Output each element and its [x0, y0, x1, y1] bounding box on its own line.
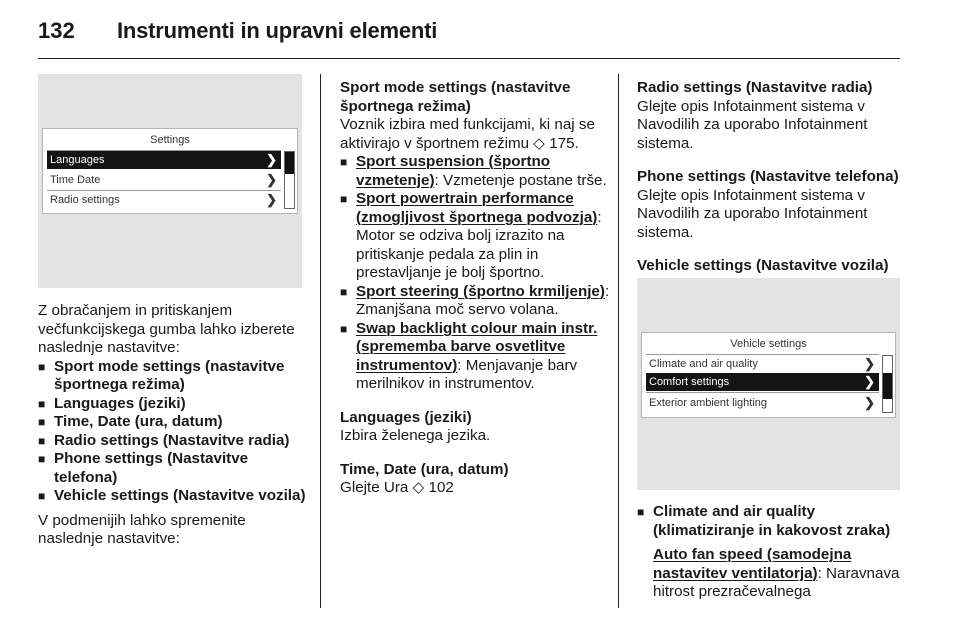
display-screen [641, 332, 896, 418]
chevron-right-icon: ❯ [864, 374, 875, 389]
description: : Vzmetenje postane trše. [434, 171, 607, 189]
term: Swap backlight colour main instr. (sprememba barve osvetlitve instrumentov) [356, 319, 598, 374]
list-item [340, 190, 612, 283]
list-item: ■ Time, Date (ura, datum) [38, 413, 312, 432]
menu-item-label: Radio settings [50, 194, 120, 206]
section-heading: Languages (jeziki) [340, 408, 472, 426]
chevron-right-icon: ❯ [864, 356, 875, 371]
header-rule [38, 58, 900, 59]
column-divider [618, 74, 619, 608]
scrollbar-thumb [285, 152, 294, 174]
chevron-right-icon: ❯ [864, 395, 875, 410]
menu-item-time-date [47, 171, 281, 189]
chevron-right-icon: ❯ [266, 172, 277, 187]
menu-item-exterior-lighting [646, 394, 879, 412]
arrow-ref-icon: ◇ [412, 479, 425, 496]
display-title: Vehicle settings [730, 338, 807, 350]
section-heading: Sport mode settings (nastavitve športnega režima) [340, 79, 571, 115]
sub-item [637, 546, 903, 602]
section-heading: Time, Date (ura, datum) [340, 460, 509, 478]
description: : Zmanjšana moč servo volana. [356, 282, 610, 318]
menu-item-comfort [646, 373, 879, 391]
description: : Naravnava hitrost prezračevalnega [653, 564, 900, 600]
term: Sport powertrain performance (zmogljivost športnega podvozja) [356, 190, 598, 226]
scrollbar [882, 355, 893, 413]
chevron-right-icon: ❯ [266, 152, 277, 167]
column-3-continued [637, 503, 903, 602]
settings-display-figure [38, 74, 302, 288]
list-item [340, 153, 612, 190]
intro-text: Z obračanjem in pritiskanjem večfunkcijskega gumba lahko izberete naslednje nastavitve: [38, 302, 295, 356]
menu-item-label: Comfort settings [649, 376, 730, 388]
section-heading: Phone settings (Nastavitve telefona) [637, 168, 899, 185]
intro-text: Voznik izbira med funkcijami, ki naj se aktivirajo v športnem režimu [340, 116, 595, 152]
list-item: ■ Radio settings (Nastavitve radia) [38, 432, 312, 451]
section-text [340, 479, 612, 498]
term: Sport steering (športno krmiljenje) [356, 282, 605, 300]
divider [646, 392, 879, 393]
body-text: Glejte Ura [340, 479, 409, 496]
page-reference[interactable]: 102 [428, 479, 454, 496]
term: Auto fan speed (samodejna nastavitev ventilatorja) [653, 546, 852, 582]
list-item: ■ Phone settings (Nastavitve telefona) [38, 450, 312, 487]
list-item [340, 320, 612, 394]
menu-item-climate [646, 355, 879, 373]
section-text: Izbira želenega jezika. [340, 427, 491, 444]
outro-text: V podmenijih lahko spremenite naslednje nastavitve: [38, 511, 246, 547]
list-item: ■ Vehicle settings (Nastavitve vozila) [38, 487, 312, 506]
scrollbar-thumb [883, 373, 892, 399]
section-heading: Vehicle settings (Nastavitve vozila) [637, 257, 889, 274]
menu-item-label: Languages [50, 154, 105, 166]
menu-item-label: Climate and air quality [649, 358, 758, 370]
display-title: Settings [150, 134, 190, 146]
arrow-ref-icon: ◇ [533, 134, 545, 152]
scrollbar [284, 151, 295, 209]
list-item: ■ Languages (jeziki) [38, 395, 312, 414]
column-3 [637, 79, 903, 276]
list-item: ■ Climate and air quality (klimatiziranje in kakovost zraka) [637, 503, 903, 540]
display-screen [42, 128, 298, 214]
vehicle-settings-display-figure [637, 278, 900, 490]
list-item: ■ Sport mode settings (nastavitve športnega režima) [38, 358, 312, 395]
page-reference[interactable]: 175. [549, 134, 579, 152]
menu-item-languages [47, 151, 281, 169]
section-text [340, 116, 612, 153]
chevron-right-icon: ❯ [266, 192, 277, 207]
page-number: 132 [38, 18, 75, 43]
column-divider [320, 74, 321, 608]
section-text: Glejte opis Infotainment sistema v Navodilih za uporabo Infotainment sistema. [637, 97, 868, 152]
list-item [340, 283, 612, 320]
description: : Menjavanje barv merilnikov in instrumentov. [356, 356, 578, 392]
column-2 [340, 79, 612, 498]
section-heading: Radio settings (Nastavitve radia) [637, 79, 873, 96]
page-title: Instrumenti in upravni elementi [117, 18, 438, 43]
column-1 [38, 302, 312, 549]
menu-item-radio-settings [47, 191, 281, 209]
description: : Motor se odziva bolj izrazito na pritiskanje pedala za plin in prestavljanje je bolj športno. [356, 208, 602, 281]
term: Sport suspension (športno vzmetenje) [356, 153, 551, 189]
section-text: Glejte opis Infotainment sistema v Navodilih za uporabo Infotainment sistema. [637, 186, 868, 241]
menu-item-label: Exterior ambient lighting [649, 397, 768, 409]
menu-item-label: Time Date [50, 174, 101, 186]
